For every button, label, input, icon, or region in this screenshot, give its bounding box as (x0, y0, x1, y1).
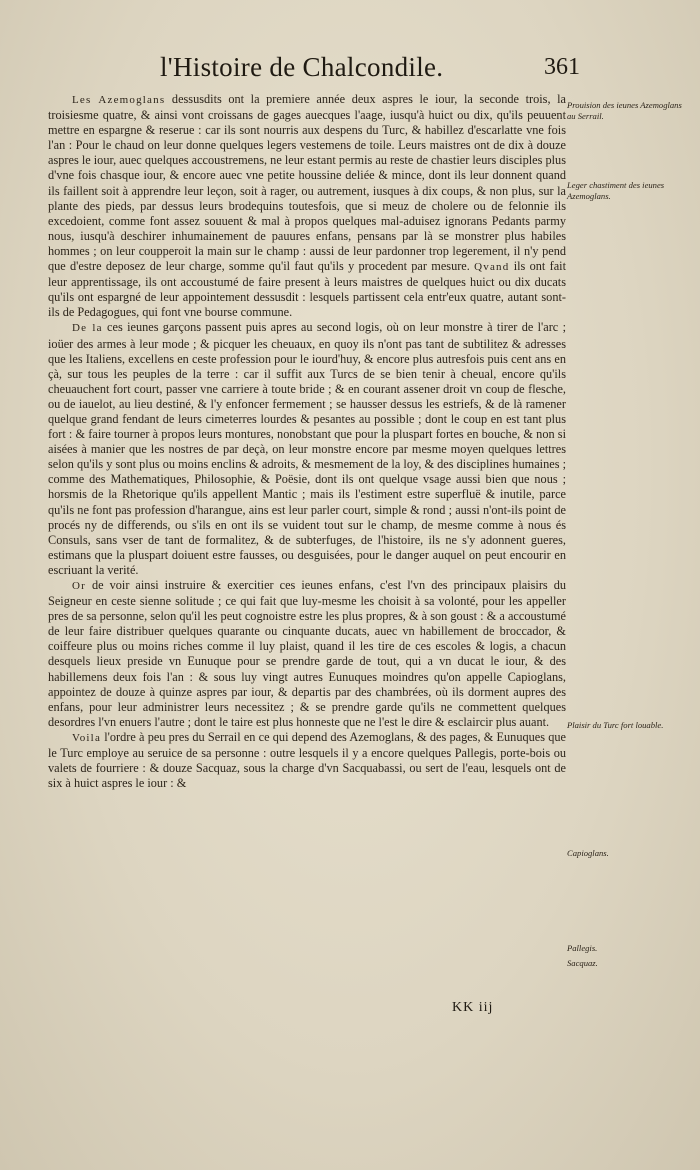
running-title: l'Histoire de Chalcondile. (160, 52, 444, 82)
margin-note: Capioglans. (567, 848, 609, 858)
paragraph-text: l'ordre à peu pres du Serrail en ce qui depend des Azemoglans, & des pages, & Eunuques que le Turc employe au seruice de sa personne : outre lesquels il y a encore quelques Pallegis, porte-bois ou valets de fourriere : & douze Sacquaz, sous la charge d'vn Sacquabassi, ou sert de l'eau, lesquels ont de six à huict aspres le iour : & (48, 729, 566, 791)
paragraph-lead: Qvand (474, 261, 510, 274)
signature-mark: KK iij (452, 1000, 494, 1015)
margin-note: Pallegis. (567, 943, 598, 953)
margin-note: Sacquaz. (567, 958, 598, 968)
paragraph (48, 578, 566, 730)
paragraph-lead: Voila (72, 731, 102, 744)
paragraph (48, 92, 566, 320)
paragraph-text: ces ieunes garçons passent puis apres au second logis, où on leur monstre à tirer de l'arc ; ioüer des armes à leur mode ; & picquer les cheuaux, en quoy ils n'ont pas tant de subtilitez & adresses que les Italiens, excellens en ceste profession pour le iourd'huy, & encore plus autresfois puis cent ans en çà, sur tous les peuples de la terre : car il suffit aux Turcs de se bien tenir à cheual, encore qu'ils cheuauchent fort court, passer vne carriere à toute bride ; & en courant assener droit vn coup de flesche, ou de iauelot, au lieu destiné, & l'y enfoncer fermement ; se hausser dessus les estriefs, & de là ramener quelque grand fendant de leurs cimeterres lourdes & pesantes au possible ; dont le coup en est tant plus fort : & faire tourner à propos leurs montures, nonobstant que pour la pluspart fortes en bouche, & non si aisées à manier que les nostres de par deçà, on leur monstre encore par mesme moyen quelques lettres selon qu'ils y sont plus ou moins enclins & adroits, & mesmement de la loy, & des disciplines humaines ; comme des Mathematiques, Philosophie, & Poësie, dont ils ont quelque vsage aussi bien que nous ; horsmis de la Rhetorique qu'ils appellent Mantic ; mais ils l'estiment estre superfluë & inutile, parce qu'ils ne font pas profession d'harangue, ains est leur parler court, simple & rond ; aussi n'ont-ils point de procés ny de differends, ou s'ils en ont ils se vuident tout sur le champ, de mesme comme à nous és Consuls, sans vser de tant de formalitez, & de subterfuges, de l'histoire, ils ne s'y adonnent gueres, estimans que la pluspart doiuent estre fausses, ou desguisées, pour le danger auquel on peut encourir en escriuant la verité. (48, 320, 566, 577)
paragraph-lead: De la (72, 322, 103, 335)
margin-note: Prouision des ieunes Azemoglans au Serrail. (567, 100, 682, 121)
paragraph-lead: Or (72, 580, 87, 592)
margin-note: Plaisir du Turc fort louable. (567, 720, 664, 730)
paragraph (48, 320, 566, 578)
margin-note: Leger chastiment des ieunes Azemoglans. (567, 180, 665, 201)
paragraph (48, 730, 566, 791)
page-header (160, 52, 580, 92)
paragraph-text: dessusdits ont la premiere année deux aspres le iour, la seconde trois, la troisiesme quatre, & ainsi vont croissans de gages auecques l'aage, iusqu'à huict ou dix, qu'ils peuuent mettre en espargne & reserue : car ils sont nourris aux despens du Turc, & habillez d'escarlatte vne fois l'an : Pour le chaud on leur donne quelques legers vestemens de toile. Leurs maistres ont de dix à douze aspres le iour, auec quelques accoustremens, ne leur estant permis au reste de chastier leurs disciples plus d'vne fois chasque iour, & encore auec vne petite houssine deliée & mince, dont ils leur donnent quand ils faillent soit à apprendre leur leçon, soit à rager, ou autrement, iusques à dix coups, & non plus, sur la plante des pieds, par dessus leurs brodequins toutesfois, que si meuz de cholere ou de felonnie ils excedoient, comme font assez souuent & mal à propos quelques mal-aduisez ignorans Pedants parmy nous, iusqu'à deschirer inhumainement de pauures enfans, pensans par là se monstrer plus habiles hommes ; on leur coupperoit la main sur le champ : aussi de leur pardonner trop legerement, il n'y pend que d'estre deposez de leur charge, somme qu'il faut qu'ils y procedent par mesure. (48, 92, 566, 274)
page-number: 361 (544, 54, 580, 80)
paragraph-text: de voir ainsi instruire & exercitier ces ieunes enfans, c'est l'vn des principaux plaisirs du Seigneur en ceste sienne solitude ; ce qui fait que luy-mesme les choisit à sa volonté, pour les appeller pres de sa personne, selon qu'il les peut cognoistre estre les plus propres, & à son goust : & a accoustumé de leur faire distribuer quelques quarante ou cinquante ducats, auec vn habillement de broccador, & coiffeure plus ou moins riches comme il luy plaist, quand il les tire de ces escoles & logis, a chacun desquels lieux preside vn Eunuque pour se prendre garde de tout, qui a vn ducat le iour, & des habillemens deux fois l'an : & sous luy vingt autres Eunuques moindres qu'on appelle Capioglans, appointez de douze à quinze aspres par iour, & departis par des chambrées, où ils dorment aupres des enfans, pour leur administrer leurs necessitez ; & se prendre garde qu'ils ne commettent quelques desordres l'vn enuers l'autre ; dont le taire est plus honneste que ne l'est le dire & esclaircir plus auant. (48, 578, 566, 729)
paragraph-text: ils ont fait leur apprentissage, ils ont accoustumé de faire present à leurs maistres de quelques huict ou dix ducats qu'ils ont espargné de leur appointement dessusdit : lesquels partissent cela entr'eux quatre, autant sont-ils de Pedagogues, qui font vne bourse commune. (48, 259, 566, 320)
body-text (48, 92, 566, 791)
paragraph-lead: Les Azemoglans (72, 94, 166, 106)
